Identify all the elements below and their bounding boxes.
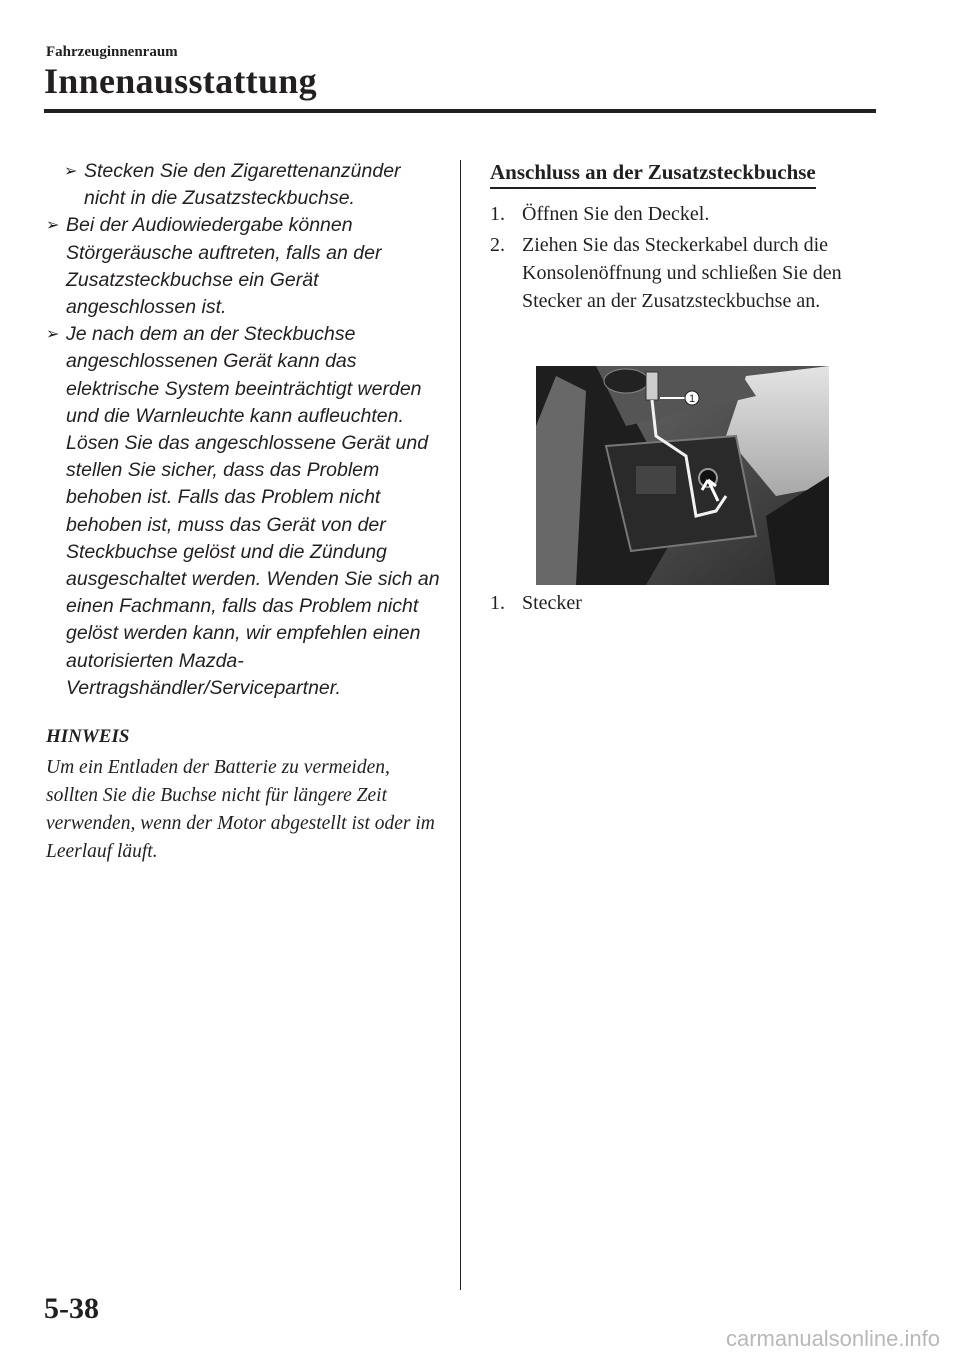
bullet-item bbox=[46, 212, 446, 321]
instruction-steps bbox=[490, 200, 870, 318]
cup-holder bbox=[636, 466, 676, 494]
bullet-text: Bei der Audiowiedergabe können Störgeräusche auftreten, falls an der Zusatzsteckbuchse ein Gerät angeschlossen ist. bbox=[66, 214, 382, 319]
page-number: 5-38 bbox=[44, 1292, 99, 1325]
step-item bbox=[490, 231, 870, 315]
callout-label: Stecker bbox=[522, 592, 582, 614]
arrow-bullet-icon: ➢ bbox=[46, 217, 60, 235]
step-number: 1. bbox=[490, 203, 505, 225]
console-jack-photo bbox=[536, 366, 829, 585]
note-heading: HINWEIS bbox=[46, 726, 130, 747]
plug bbox=[646, 372, 658, 400]
column-divider bbox=[460, 160, 461, 1290]
step-number: 2. bbox=[490, 234, 505, 256]
control-knob bbox=[604, 369, 648, 393]
step-text: Ziehen Sie das Steckerkabel durch die Konsolenöffnung und schließen Sie den Stecker an der Zusatzsteckbuchse an. bbox=[522, 234, 842, 312]
caution-bullet-list bbox=[46, 158, 446, 702]
section-subheading: Anschluss an der Zusatzsteckbuchse bbox=[490, 160, 816, 189]
callout-number: 1 bbox=[688, 393, 696, 405]
arrow-bullet-icon: ➢ bbox=[64, 163, 78, 180]
page-title: Innenausstattung bbox=[44, 61, 317, 101]
bullet-item bbox=[64, 158, 446, 212]
title-rule bbox=[44, 109, 876, 113]
section-label: Fahrzeuginnenraum bbox=[46, 44, 178, 60]
bullet-text: Stecken Sie den Zigarettenanzünder nicht in die Zusatzsteckbuchse. bbox=[84, 160, 401, 210]
watermark: carmanualsonline.info bbox=[725, 1326, 940, 1351]
arrow-bullet-icon: ➢ bbox=[46, 326, 60, 344]
callout-number: 1. bbox=[490, 592, 505, 614]
note-text: Um ein Entladen der Batterie zu vermeiden, sollten Sie die Buchse nicht für längere Zeit verwenden, wenn der Motor abgestellt ist oder im Leerlauf läuft. bbox=[46, 757, 435, 862]
bullet-item bbox=[46, 321, 446, 702]
step-item bbox=[490, 200, 870, 228]
step-text: Öffnen Sie den Deckel. bbox=[522, 203, 710, 225]
callout-list bbox=[490, 592, 582, 615]
bullet-text: Je nach dem an der Steckbuchse angeschlossenen Gerät kann das elektrische System beeinträchtigt werden und die Warnleuchte kann aufleuchten. Lösen Sie das angeschlossene Gerät und stellen Sie sicher, dass das Problem behoben ist. Falls das Problem nicht behoben ist, muss das Gerät von der Steckbuchse gelöst und die Zündung ausgeschaltet werden. Wenden Sie sich an einen Fachmann, falls das Problem nicht gelöst werden kann, wir empfehlen einen autorisierten Mazda-Vertragshändler/Servicepartner. bbox=[66, 323, 440, 699]
console-illustration bbox=[536, 366, 829, 585]
